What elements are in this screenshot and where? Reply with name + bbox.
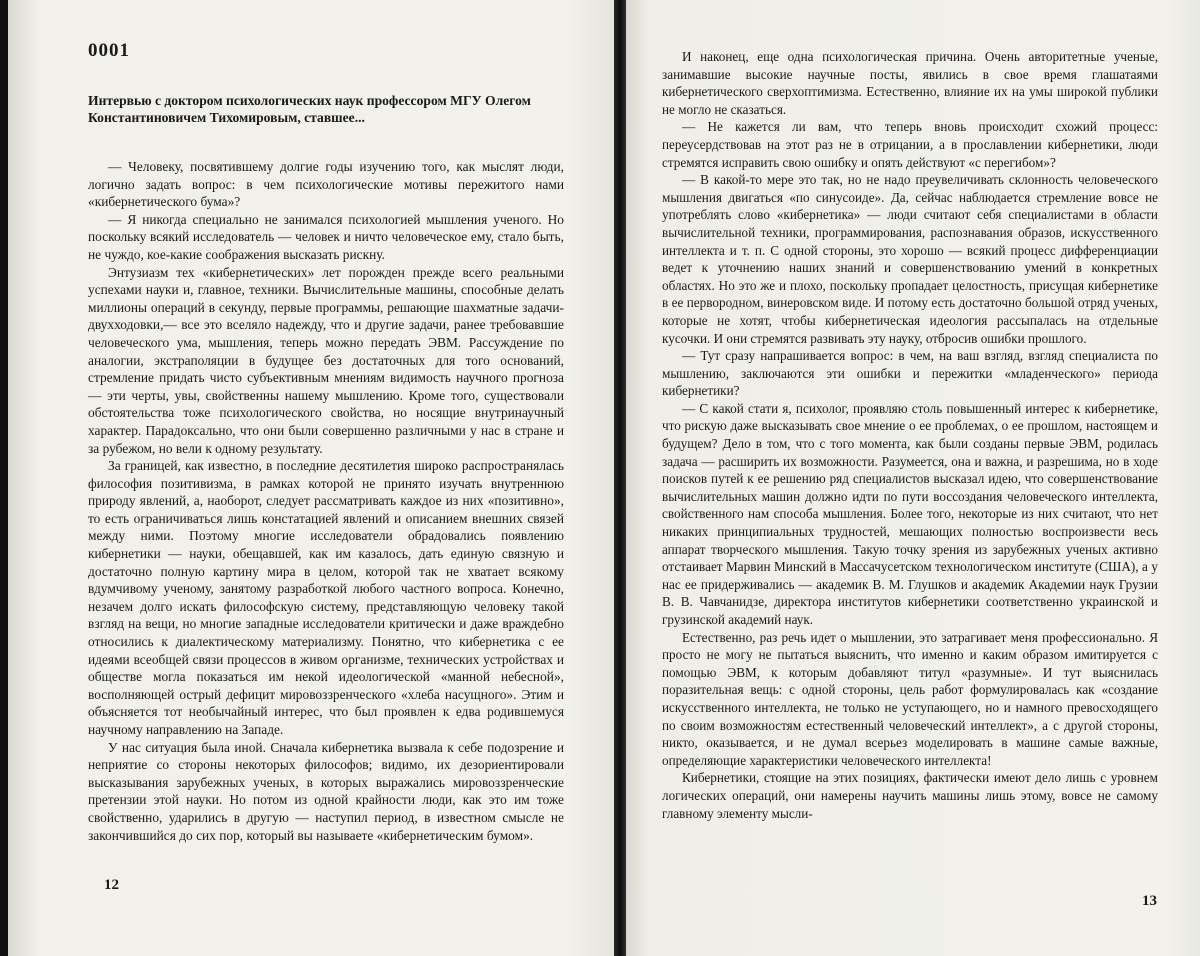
right-page: [626, 0, 1200, 956]
paragraph: Кибернетики, стоящие на этих позициях, фактически имеют дело лишь с уровнем логических операций, они намерены научить машины лишь этому, вовсе не самому главному элементу мысли-: [662, 770, 1158, 821]
paragraph: — В какой-то мере это так, но не надо преувеличивать склонность человеческого мышления двигаться «по синусоиде». Да, сейчас наблюдается стремление вовсе не употреблять слово «кибернетика» — люди считают себя специалистами в области вычислительной техники, программирования, распознавания образов, искусственного интеллекта и т. п. С одной стороны, это хорошо — всякий процесс дифференциации ведет к уточнению наших знаний и совершенствованию умений в конкретных областях. Но это же и плохо, поскольку пропадает целостность, присущая кибернетике в ее первородном, винеровском виде. И потому есть достаточно большой отряд ученых, которые не хотят, чтобы кибернетическая идеология рассыпалась на отдельные кусочки. И они стремятся развивать эту науку, отбросив ошибки прошлого.: [662, 172, 1158, 346]
page-number: 13: [1142, 893, 1157, 909]
paragraph: Энтузиазм тех «кибернетических» лет порожден прежде всего реальными успехами науки и, главное, техники. Вычислительные машины, способные делать миллионы операций в секунду, первые программы, решающие шахматные задачи-двухходовки,— все это вселяло надежду, что и другие задачи, ранее требовавшие человеческого ума, мышления, теперь можно передать ЭВМ. Рассуждение по аналогии, экстраполяции в будущее без достаточных для того оснований, стремление придать чисто субъективным мнениям видимость научного прогноза — эти черты, увы, свойственны нашему мышлению. Кроме того, существовали обстоятельства тоже психологического свойства, но носящие внутринаучный характер. Парадоксально, что они были совершенно различными у нас в стране и за рубежом, но вели к одному результату.: [88, 264, 564, 456]
paragraph: — Не кажется ли вам, что теперь вновь происходит схожий процесс: переусердствовав на этот раз не в отрицании, а в прославлении кибернетики, люди стремятся исправить свою ошибку и опять действуют «с перегибом»?: [662, 119, 1158, 170]
interview-header: Интервью с доктором психологических наук профессором МГУ Олегом Константиновичем Тихомировым, ставшее...: [88, 93, 531, 125]
left-body-text: [88, 158, 564, 844]
paragraph: — С какой стати я, психолог, проявляю столь повышенный интерес к кибернетике, что рискую даже высказывать свое мнение о ее проблемах, о ее прошлом, настоящем и будущем? Дело в том, что с того момента, как были созданы первые ЭВМ, родилась задача — расширить их возможности. Разумеется, она и важна, и разрешима, но в ходе поисков путей к ее решению ряд специалистов высказал идею, что совершенствование вычислительных машин должно идти по пути воссоздания человеческого интеллекта, свойственного нам способа мышления. Более того, некоторые из них считают, что нет никаких принципиальных трудностей, мешающих полностью воспроизвести весь аппарат творческого мышления. Такую точку зрения из зарубежных ученых активно отстаивает Марвин Минский в Массачусетском технологическом институте (США), а у нас ее придерживались — академик В. М. Глушков и академик Академии наук Грузии В. В. Чавчанидзе, директора институтов кибернетики соответственно украинской и грузинской академий наук.: [662, 400, 1158, 627]
page-id: 0001: [88, 40, 130, 61]
page-number: 12: [104, 877, 119, 893]
scan-edge-shadow: [0, 0, 8, 956]
paragraph: Естественно, раз речь идет о мышлении, это затрагивает меня профессионально. Я просто не могу не пытаться выяснить, что именно и каким образом имитируется с помощью ЭВМ, к которым добавляют титул «разумные». И тут выяснилась поразительная вещь: с одной стороны, цель работ формулировалась как «создание искусственного интеллекта, не только не уступающего, но и намного превосходящего по своим возможностям естественный человеческий интеллект», а с другой стороны, никто, оказывается, и не думал всерьез моделировать в машине самые важные, определяющие характеристики человеческого интеллекта!: [662, 629, 1158, 768]
paragraph: — Тут сразу напрашивается вопрос: в чем, на ваш взгляд, взгляд специалиста по мышлению, заключаются эти ошибки и пережитки «младенческого» периода кибернетики?: [662, 348, 1158, 399]
book-spine: [614, 0, 626, 956]
paragraph: И наконец, еще одна психологическая причина. Очень авторитетные ученые, занимавшие высокие научные посты, явились в свое время глашатаями кибернетического сверхоптимизма. Естественно, влияние их на умы широкой публики не могло не сказаться.: [662, 49, 1158, 117]
right-body-text: [662, 48, 1158, 822]
paragraph: — Я никогда специально не занимался психологией мышления ученого. Но поскольку всякий исследователь — человек и ничто человеческое ему, стало быть, не чуждо, кое-какие соображения высказать рискну.: [88, 211, 564, 262]
left-page: [8, 0, 614, 956]
paragraph: У нас ситуация была иной. Сначала кибернетика вызвала к себе подозрение и неприятие со стороны некоторых философов; видимо, их дезориентировали высказывания зарубежных ученых, в которых выражались мировоззренческие претензии этой науки. Но потом из одной крайности люди, как это им тоже свойственно, ударились в другую — наступил период, в известном смысле не закончившийся до сих пор, который вы называете «кибернетическим бумом».: [88, 739, 564, 843]
paragraph: — Человеку, посвятившему долгие годы изучению того, как мыслят люди, логично задать вопрос: в чем психологические мотивы пережитого нами «кибернетического бума»?: [88, 159, 564, 210]
paragraph: За границей, как известно, в последние десятилетия широко распространялась философия позитивизма, в рамках которой не принято изучать внутреннюю природу явлений, а, наоборот, следует рассматривать каждое из них «позитивно», то есть ограничиваться лишь констатацией явлений и описанием внешних связей между ними. Поэтому многие исследователи обрадовались появлению кибернетики — науки, обещавшей, как им казалось, дать единую связную и достаточно полную картину мира в целом, которой так не хватает всякому вдумчивому ученому, занятому разработкой любого частного вопроса. Конечно, незачем долго искать философскую систему, представляющую человеку такой взгляд на вещи, но многие западные исследователи критически и даже враждебно относились к диалектическому материализму. Понятно, что кибернетика с ее идеями всеобщей связи процессов в живом организме, технических устройствах и обществе могла показаться им некой идеологической «манной небесной», восполняющей острый дефицит мировоззренческого «хлеба насущного». Этим и объясняется тот необычайный интерес, что был проявлен к едва родившемуся научному направлению на Западе.: [88, 458, 564, 737]
